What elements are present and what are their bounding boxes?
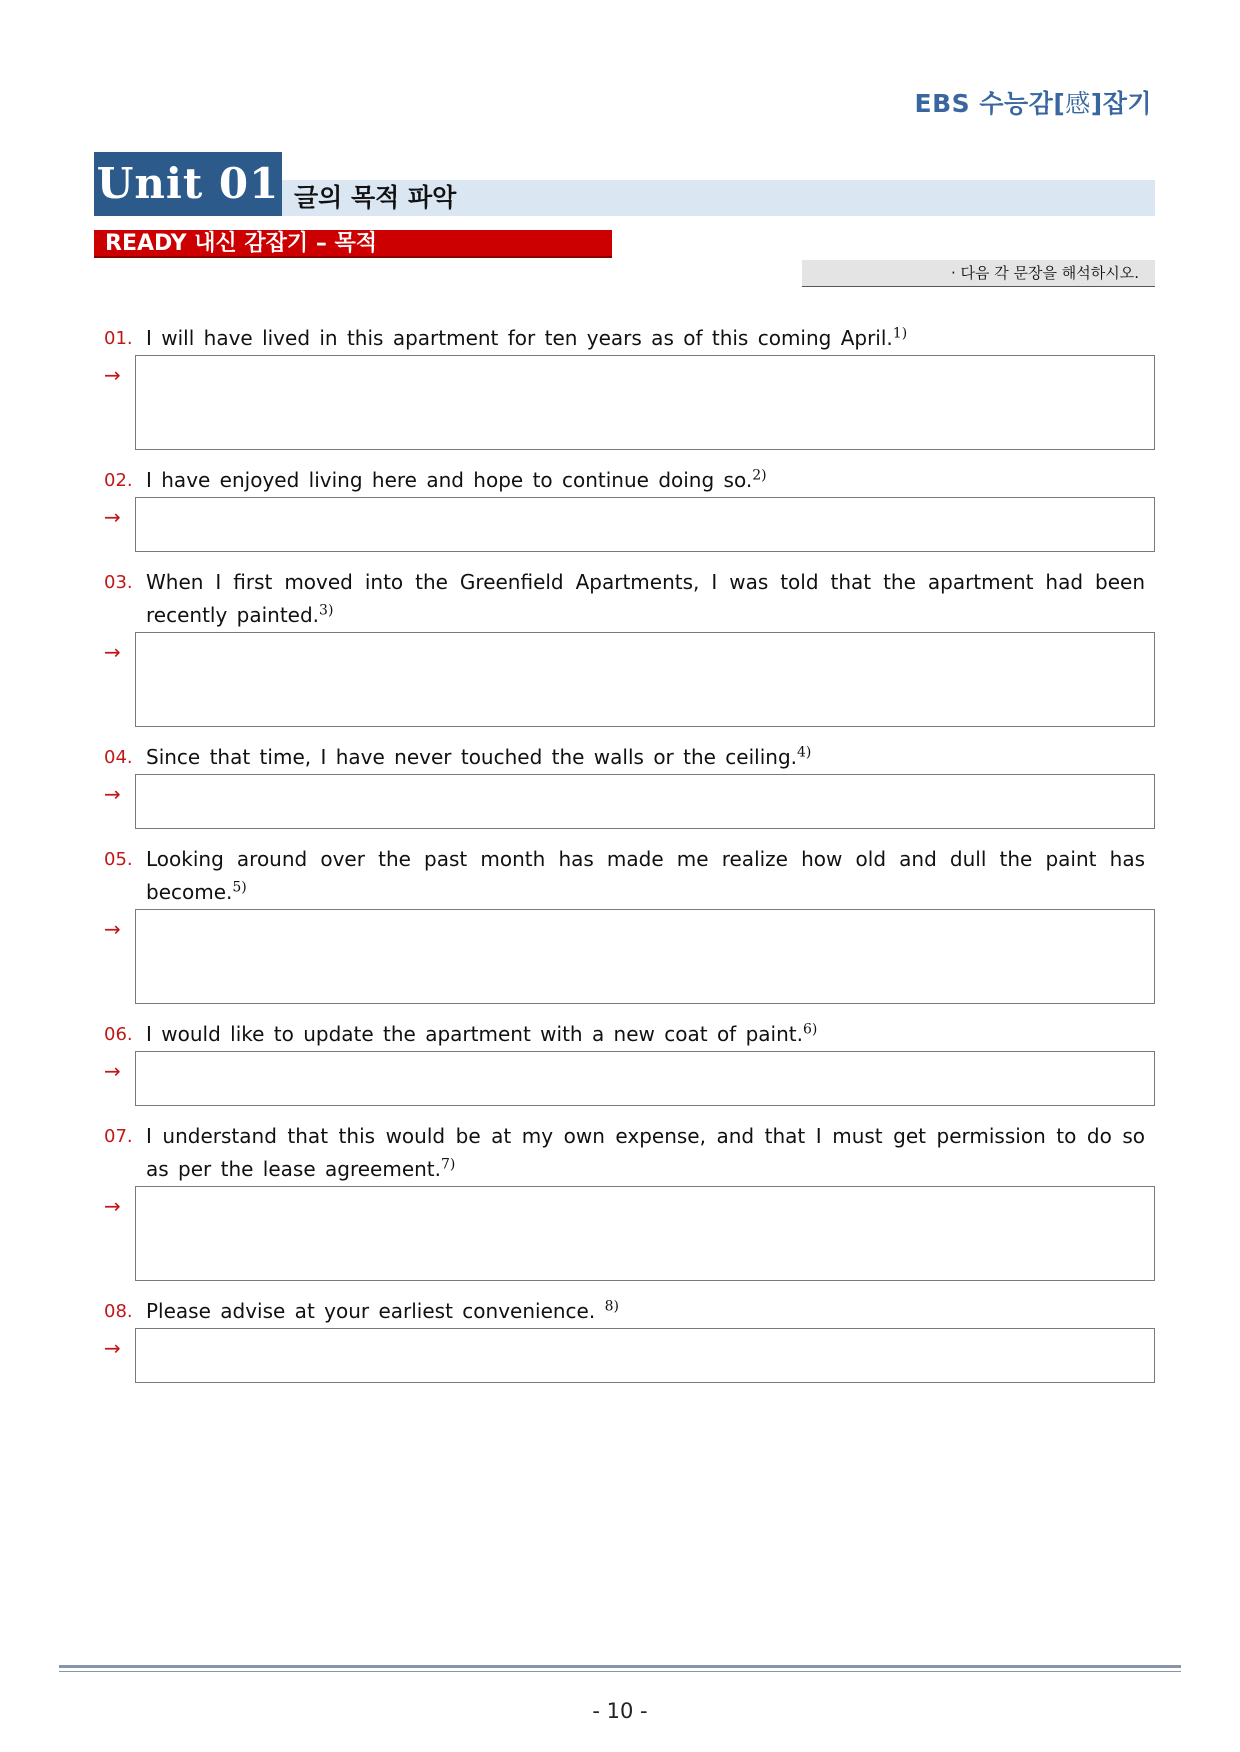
- footnote-marker: 7): [441, 1156, 456, 1173]
- answer-box[interactable]: [135, 355, 1155, 450]
- question-sentence: [146, 322, 1155, 355]
- question-number: 04.: [104, 747, 133, 768]
- exercise-item: [104, 1018, 1155, 1106]
- answer-row: [104, 1051, 1155, 1106]
- page-number: - 10 -: [592, 1699, 648, 1723]
- arrow-icon: →: [104, 640, 121, 664]
- exercise-item: [104, 322, 1155, 450]
- answer-row: [104, 632, 1155, 727]
- answer-row: [104, 355, 1155, 450]
- footnote-marker: 1): [892, 325, 908, 342]
- exercise-item: [104, 566, 1155, 727]
- sentence-text: Since that time, I have never touched the walls or the ceiling.: [146, 745, 798, 769]
- arrow-icon: →: [104, 505, 121, 529]
- question-number: 02.: [104, 470, 133, 491]
- answer-row: [104, 1328, 1155, 1383]
- answer-box[interactable]: [135, 497, 1155, 552]
- exercise-item: [104, 843, 1155, 1004]
- footnote-marker: 8): [604, 1298, 619, 1315]
- footnote-marker: 4): [797, 744, 812, 761]
- answer-box[interactable]: [135, 1051, 1155, 1106]
- brand-prefix: EBS 수능감[: [914, 89, 1066, 118]
- question-sentence: [146, 566, 1155, 632]
- question-sentence: [146, 464, 1155, 497]
- brand-suffix: ]잡기: [1090, 89, 1152, 118]
- question-number: 06.: [104, 1024, 133, 1045]
- answer-box[interactable]: [135, 1328, 1155, 1383]
- question-row: [104, 566, 1155, 632]
- sentence-text: I understand that this would be at my own expense, and that I must get permission to do so as per the lease agreement.: [146, 1124, 1145, 1181]
- question-number: 03.: [104, 572, 133, 593]
- unit-label: Unit 01: [94, 152, 282, 216]
- question-row: [104, 1018, 1155, 1051]
- footnote-marker: 2): [752, 467, 767, 484]
- question-sentence: [146, 1295, 1155, 1328]
- sentence-text: Looking around over the past month has made me realize how old and dull the paint has become.: [146, 847, 1145, 904]
- instruction-text: · 다음 각 문장을 해석하시오.: [802, 260, 1155, 287]
- footnote-marker: 3): [319, 602, 334, 619]
- exercise-item: [104, 741, 1155, 829]
- arrow-icon: →: [104, 1336, 121, 1360]
- ready-section-label: READY 내신 감잡기 – 목적: [94, 230, 612, 258]
- sentence-text: Please advise at your earliest convenience.: [146, 1299, 605, 1323]
- footnote-marker: 5): [232, 879, 247, 896]
- question-sentence: [146, 1018, 1155, 1051]
- sentence-text: I have enjoyed living here and hope to continue doing so.: [146, 468, 753, 492]
- question-row: [104, 322, 1155, 355]
- brand-title: [915, 84, 1152, 120]
- answer-box[interactable]: [135, 1186, 1155, 1281]
- exercise-item: [104, 464, 1155, 552]
- arrow-icon: →: [104, 917, 121, 941]
- question-row: [104, 464, 1155, 497]
- answer-row: [104, 1186, 1155, 1281]
- answer-box[interactable]: [135, 632, 1155, 727]
- footer-divider: [59, 1665, 1181, 1672]
- answer-box[interactable]: [135, 774, 1155, 829]
- question-sentence: [146, 843, 1155, 909]
- sentence-text: I would like to update the apartment with a new coat of paint.: [146, 1022, 803, 1046]
- question-number: 05.: [104, 849, 133, 870]
- brand-hanja: 感: [1065, 89, 1091, 118]
- question-sentence: [146, 1120, 1155, 1186]
- question-row: [104, 1295, 1155, 1328]
- footnote-marker: 6): [802, 1021, 818, 1038]
- arrow-icon: →: [104, 782, 121, 806]
- exercise-list: [104, 322, 1155, 1397]
- answer-row: [104, 497, 1155, 552]
- question-row: [104, 1120, 1155, 1186]
- unit-header: [94, 152, 1155, 216]
- question-sentence: [146, 741, 1155, 774]
- question-number: 01.: [104, 328, 133, 349]
- arrow-icon: →: [104, 363, 121, 387]
- answer-row: [104, 909, 1155, 1004]
- sentence-text: I will have lived in this apartment for ten years as of this coming April.: [146, 326, 893, 350]
- sentence-text: When I first moved into the Greenfield Apartments, I was told that the apartment had been recently painted.: [146, 570, 1145, 627]
- exercise-item: [104, 1295, 1155, 1383]
- arrow-icon: →: [104, 1194, 121, 1218]
- question-number: 08.: [104, 1301, 133, 1322]
- answer-row: [104, 774, 1155, 829]
- arrow-icon: →: [104, 1059, 121, 1083]
- question-number: 07.: [104, 1126, 133, 1147]
- question-row: [104, 843, 1155, 909]
- question-row: [104, 741, 1155, 774]
- exercise-item: [104, 1120, 1155, 1281]
- answer-box[interactable]: [135, 909, 1155, 1004]
- unit-subtitle: 글의 목적 파악: [294, 183, 457, 212]
